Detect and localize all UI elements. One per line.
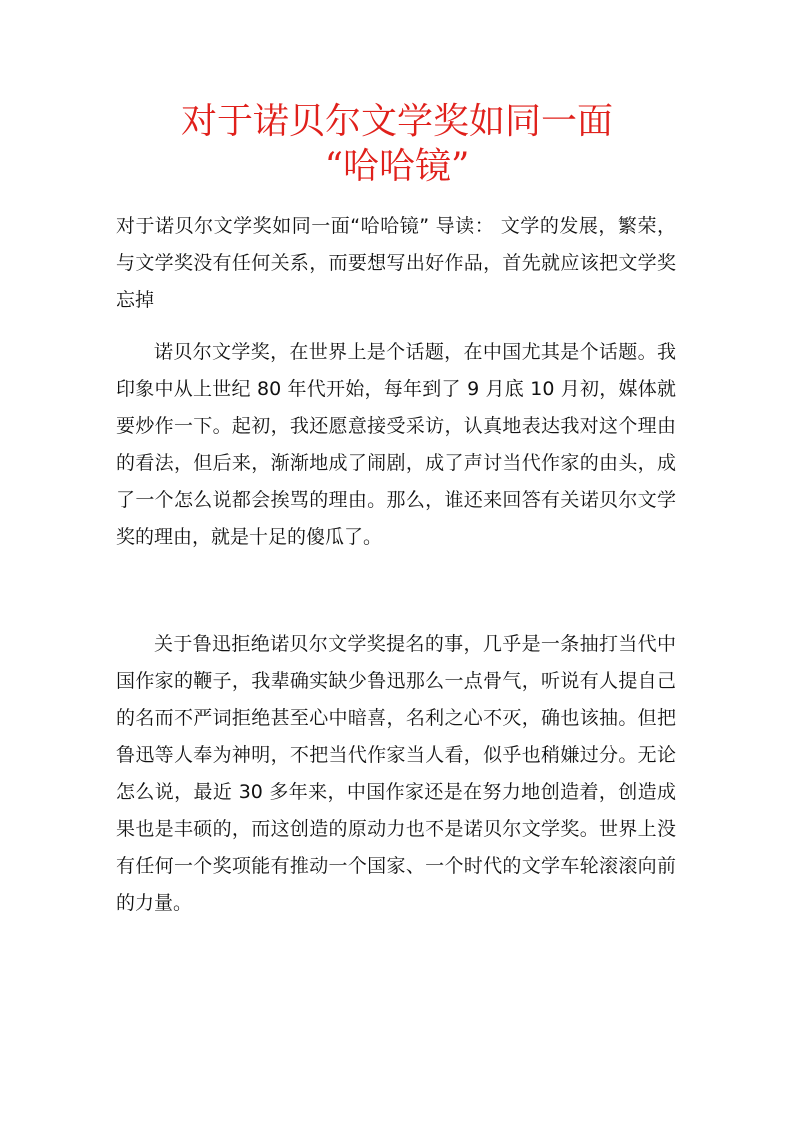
intro-paragraph: 对于诺贝尔文学奖如同一面“哈哈镜” 导读： 文学的发展，繁荣，与文学奖没有任何关系，而要想写出好作品，首先就应该把文学奖忘掉 [116,215,676,311]
body-paragraph-1: 诺贝尔文学奖，在世界上是个话题，在中国尤其是个话题。我印象中从上世纪 80 年代开始，每年到了 9 月底 10 月初，媒体就要炒作一下。起初，我还愿意接受采访，认真地表达我对这个理由的看法，但后来，渐渐地成了闹剧，成了声讨当代作家的由头，成了一个怎么说都会挨骂的理由。那么，谁还来回答有关诺贝尔文学奖的理由，就是十足的傻瓜了。 [116,341,676,548]
body-paragraph-2: 关于鲁迅拒绝诺贝尔文学奖提名的事，几乎是一条抽打当代中国作家的鞭子，我辈确实缺少鲁迅那么一点骨气，听说有人提自己的名而不严词拒绝甚至心中暗喜，名利之心不灭，确也该抽。但把鲁迅等人奉为神明，不把当代作家当人看，似乎也稍嫌过分。无论怎么说，最近 30 多年来，中国作家还是在努力地创造着，创造成果也是丰硕的，而这创造的原动力也不是诺贝尔文学奖。世界上没有任何一个奖项能有推动一个国家、一个时代的文学车轮滚滚向前的力量。 [116,633,676,914]
document-title-line-2: “哈哈镜” [324,146,470,187]
document-title-line-1: 对于诺贝尔文学奖如同一面 [180,101,613,142]
